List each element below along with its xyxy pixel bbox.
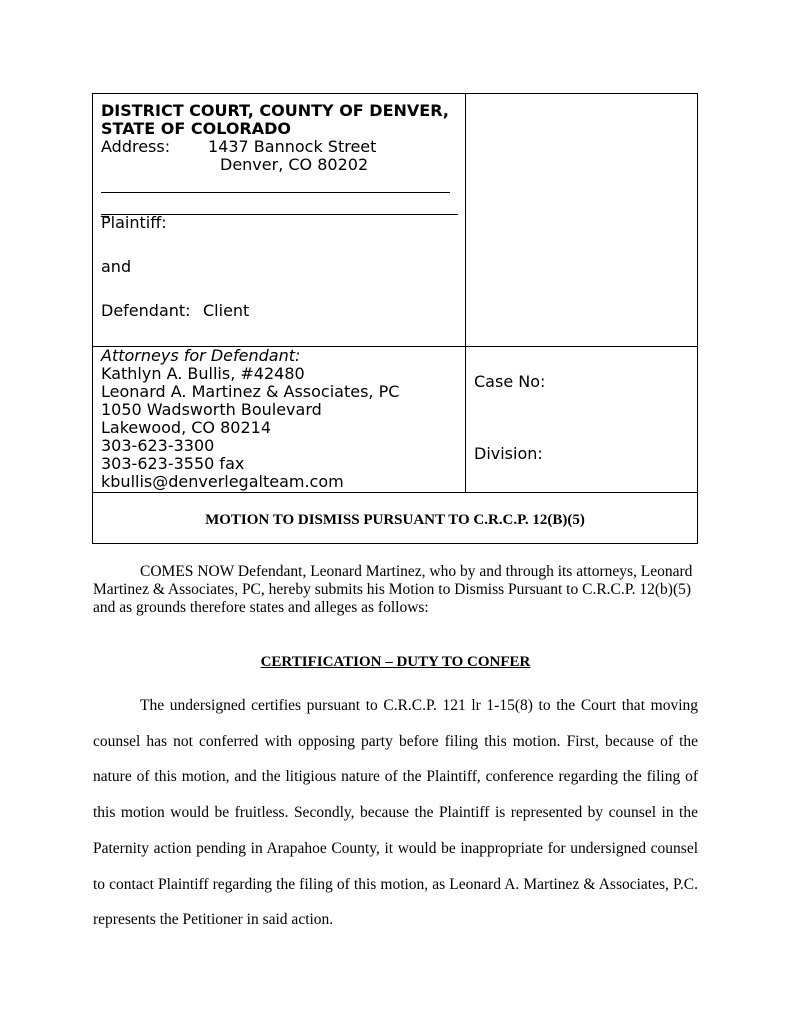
attorney-line: 303-623-3550 fax	[101, 454, 245, 473]
court-name-line2: STATE OF COLORADO	[101, 119, 292, 138]
attorney-line: Kathlyn A. Bullis, #42480	[101, 364, 305, 383]
intro-paragraph: COMES NOW Defendant, Leonard Martinez, who by and through its attorneys, Leonard Martinez & Associates, PC, hereby submits his Motion to Dismiss Pursuant to C.R.C.P. 12(b)(5) and as grounds therefore states and alleges as follows:	[93, 563, 693, 616]
attorneys-heading: Attorneys for Defendant:	[101, 346, 301, 365]
address-city: Denver, CO 80202	[220, 155, 369, 174]
section-heading: CERTIFICATION – DUTY TO CONFER	[260, 654, 531, 670]
motion-title: MOTION TO DISMISS PURSUANT TO C.R.C.P. 12(B)(5)	[205, 512, 585, 528]
court-info-cell	[101, 102, 461, 174]
case-caption-table	[92, 93, 698, 544]
attorney-line: Lakewood, CO 80214	[101, 418, 271, 437]
division-label: Division:	[474, 444, 543, 463]
caption-underscore: _	[101, 198, 109, 217]
caption-vertical-divider	[465, 94, 466, 492]
parties-cell	[101, 214, 461, 346]
attorney-info-cell	[101, 347, 461, 491]
attorney-line: kbullis@denverlegalteam.com	[101, 472, 344, 491]
defendant-label: Defendant:	[101, 301, 191, 320]
court-name-line1: DISTRICT COURT, COUNTY OF DENVER,	[101, 101, 449, 120]
and-text: and	[101, 257, 132, 276]
caption-rule-1	[101, 192, 450, 193]
attorney-line: Leonard A. Martinez & Associates, PC	[101, 382, 400, 401]
case-number-label: Case No:	[474, 372, 546, 391]
defendant-name: Client	[203, 301, 250, 320]
court-address-row	[101, 138, 461, 156]
defendant-row	[101, 302, 461, 346]
address-street: 1437 Bannock Street	[208, 137, 377, 156]
plaintiff-label: Plaintiff:	[101, 213, 167, 232]
certification-paragraph: The undersigned certifies pursuant to C.R.C.P. 121 lr 1-15(8) to the Court that moving counsel has not conferred with opposing party before filing this motion. First, because of the nature of this motion, and the litigious nature of the Plaintiff, conference regarding the filing of this motion would be fruitless. Secondly, because the Plaintiff is represented by counsel in the Paternity action pending in Arapahoe County, it would be inappropriate for undersigned counsel to contact Plaintiff regarding the filing of this motion, as Leonard A. Martinez & Associates, P.C. represents the Petitioner in said action.	[93, 697, 698, 929]
caption-divider-lower	[93, 492, 697, 493]
address-label: Address:	[101, 137, 171, 156]
attorney-line: 303-623-3300	[101, 436, 215, 455]
attorney-line: 1050 Wadsworth Boulevard	[101, 400, 322, 419]
